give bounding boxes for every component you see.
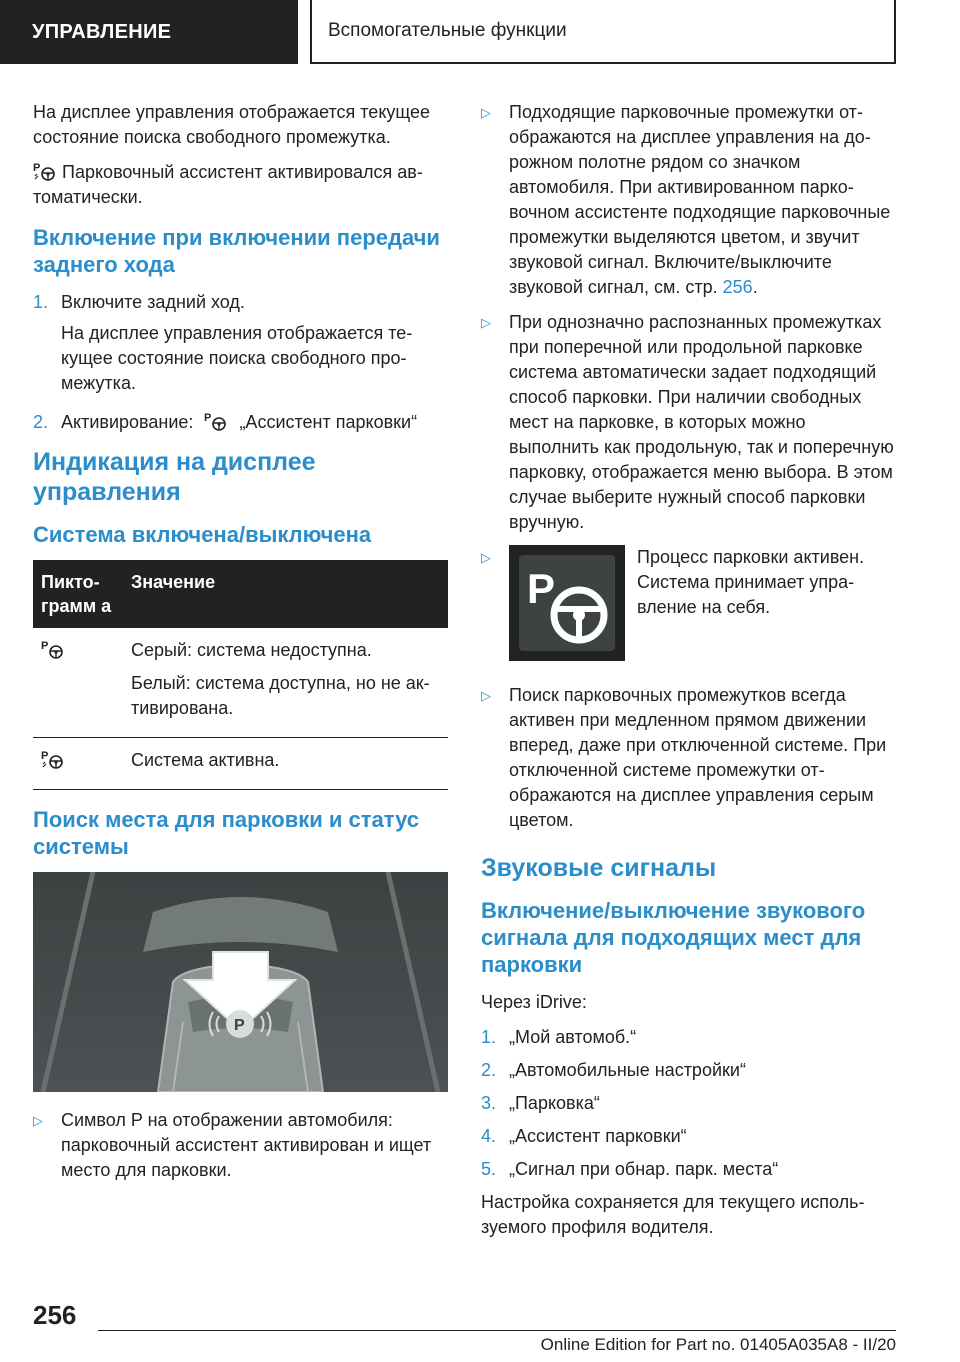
heading-sound-toggle: Включение/выключение звукового сигнала для подходящих мест для парковки [481, 898, 866, 977]
step-number: 5. [481, 1159, 497, 1179]
step-text-before: Активирование: [61, 412, 194, 432]
bullet-symbol-p [33, 1108, 448, 1183]
table-cell-text: Белый: система доступна, но не активирована. [131, 673, 430, 718]
closing-paragraph: Настройка сохраняется для текущего используемого профиля водителя. [481, 1192, 865, 1237]
table-header-meaning: Значение [123, 560, 448, 628]
via-idrive: Через iDrive: [481, 992, 587, 1012]
svg-text:P: P [33, 162, 41, 174]
svg-text:P: P [204, 412, 212, 424]
parking-assist-icon [41, 638, 65, 660]
heading-reverse-gear: Включение при включении передачи заднего хода [33, 225, 440, 277]
step-2 [33, 410, 448, 435]
step-number: 4. [481, 1126, 497, 1146]
step-1 [33, 290, 448, 402]
heading-search: Поиск места для парковки и статус системы [33, 807, 420, 859]
menu-step-3 [481, 1091, 896, 1116]
step-text-after: „Ассистент парковки“ [239, 412, 418, 432]
menu-step-4 [481, 1124, 896, 1149]
table-row [33, 738, 448, 790]
parking-assist-active-icon [41, 748, 65, 770]
bullet-text: Поиск парковочных промежутков всегда активен при медленном прямом движении вперед, даже при отключенной системе. При отключенной системе промежутки отображаются на дисплее управления серым цветом. [509, 685, 887, 830]
bullet-triangle-icon: ▷ [481, 315, 491, 330]
header-section: УПРАВЛЕНИЕ [0, 0, 298, 64]
menu-step-1 [481, 1025, 896, 1050]
intro-paragraph: На дисплее управления отображается текущее состояние поиска свободного промежутка. [33, 102, 431, 147]
step-text: „Мой автомоб.“ [509, 1027, 637, 1047]
page-number: 256 [33, 1300, 77, 1330]
auto-activation-paragraph [33, 160, 448, 210]
bullet-text-end: . [752, 277, 758, 297]
footer-edition: Online Edition for Part no. 01405A035A8 - II/20 [540, 1335, 896, 1354]
bullet-text: Подходящие парковочные промежутки отображаются на дисплее управления на дорожном полотне рядом со значком автомобиля. При активированном парковочном ассистенте подходящие парковочные промежутки выделяются цветом, и звучит звуковой сигнал. Включите/выключите звуковой сигнал, см. стр. [509, 102, 891, 297]
parking-active-large-icon [509, 545, 625, 661]
bullet-triangle-icon: ▷ [481, 105, 491, 120]
bullet-text: При однозначно распознанных промежутках при поперечной или продольной парковке система автоматически задает подходящий способ парковки. При наличии свободных мест на парковке, в которых можно выполнить как продольную, так и поперечную парковку, отображается меню выбора. В этом случае выберите нужный способ парковки вручную. [509, 312, 894, 532]
step-number: 2. [33, 412, 49, 432]
left-column [33, 100, 448, 1193]
menu-step-2 [481, 1058, 896, 1083]
svg-text:P: P [41, 640, 49, 652]
table-cell-text: Серый: система недоступна. [131, 640, 372, 660]
parking-assist-icon [204, 410, 228, 432]
bullet-always-search [481, 683, 896, 833]
bullet-triangle-icon: ▷ [481, 688, 491, 703]
right-column [481, 100, 896, 1250]
bullet-triangle-icon: ▷ [481, 550, 491, 565]
menu-step-5 [481, 1157, 896, 1182]
page-link[interactable]: 256 [722, 277, 753, 297]
header-chapter: Вспомогательные функции [310, 0, 896, 64]
pictogram-table [33, 560, 448, 790]
svg-text:P: P [527, 565, 556, 612]
heading-on-off: Система включена/выключена [33, 522, 372, 547]
bullet-parking-mode [481, 310, 896, 535]
step-text: „Сигнал при обнар. парк. места“ [509, 1159, 779, 1179]
bullet-triangle-icon: ▷ [33, 1113, 43, 1128]
step-text: „Ассистент парковки“ [509, 1126, 687, 1146]
svg-text:P: P [41, 750, 49, 762]
step-subtext: На дисплее управления отображается текущее состояние поиска свободного промежутка. [61, 323, 413, 393]
step-text: „Парковка“ [509, 1093, 600, 1113]
bullet-text: Процесс парковки активен. Система принимает управление на себя. [637, 547, 865, 617]
step-number: 3. [481, 1093, 497, 1113]
figure-parking-marker: P [234, 1017, 245, 1034]
step-text: „Автомобильные настройки“ [509, 1060, 746, 1080]
footer-divider [98, 1330, 896, 1331]
bullet-text: Символ P на отображении автомобиля: парковочный ассистент активирован и ищет место для парковки. [61, 1110, 432, 1180]
heading-sounds: Звуковые сигналы [481, 854, 717, 882]
bullet-parking-active [481, 545, 896, 673]
bullet-suitable-gaps [481, 100, 896, 300]
step-text: Включите задний ход. [61, 292, 245, 312]
table-cell-text: Система активна. [131, 750, 280, 770]
table-header-pictogram: Пиктограмм а [33, 560, 123, 628]
table-row [33, 628, 448, 738]
step-number: 1. [481, 1027, 497, 1047]
parking-display-illustration [33, 872, 448, 1092]
heading-display: Индикация на дисплее управления [33, 448, 316, 506]
parking-assist-active-icon [33, 160, 57, 182]
auto-activation-text: Парковочный ассистент активировался автоматически. [33, 162, 423, 207]
step-number: 2. [481, 1060, 497, 1080]
step-number: 1. [33, 292, 49, 312]
